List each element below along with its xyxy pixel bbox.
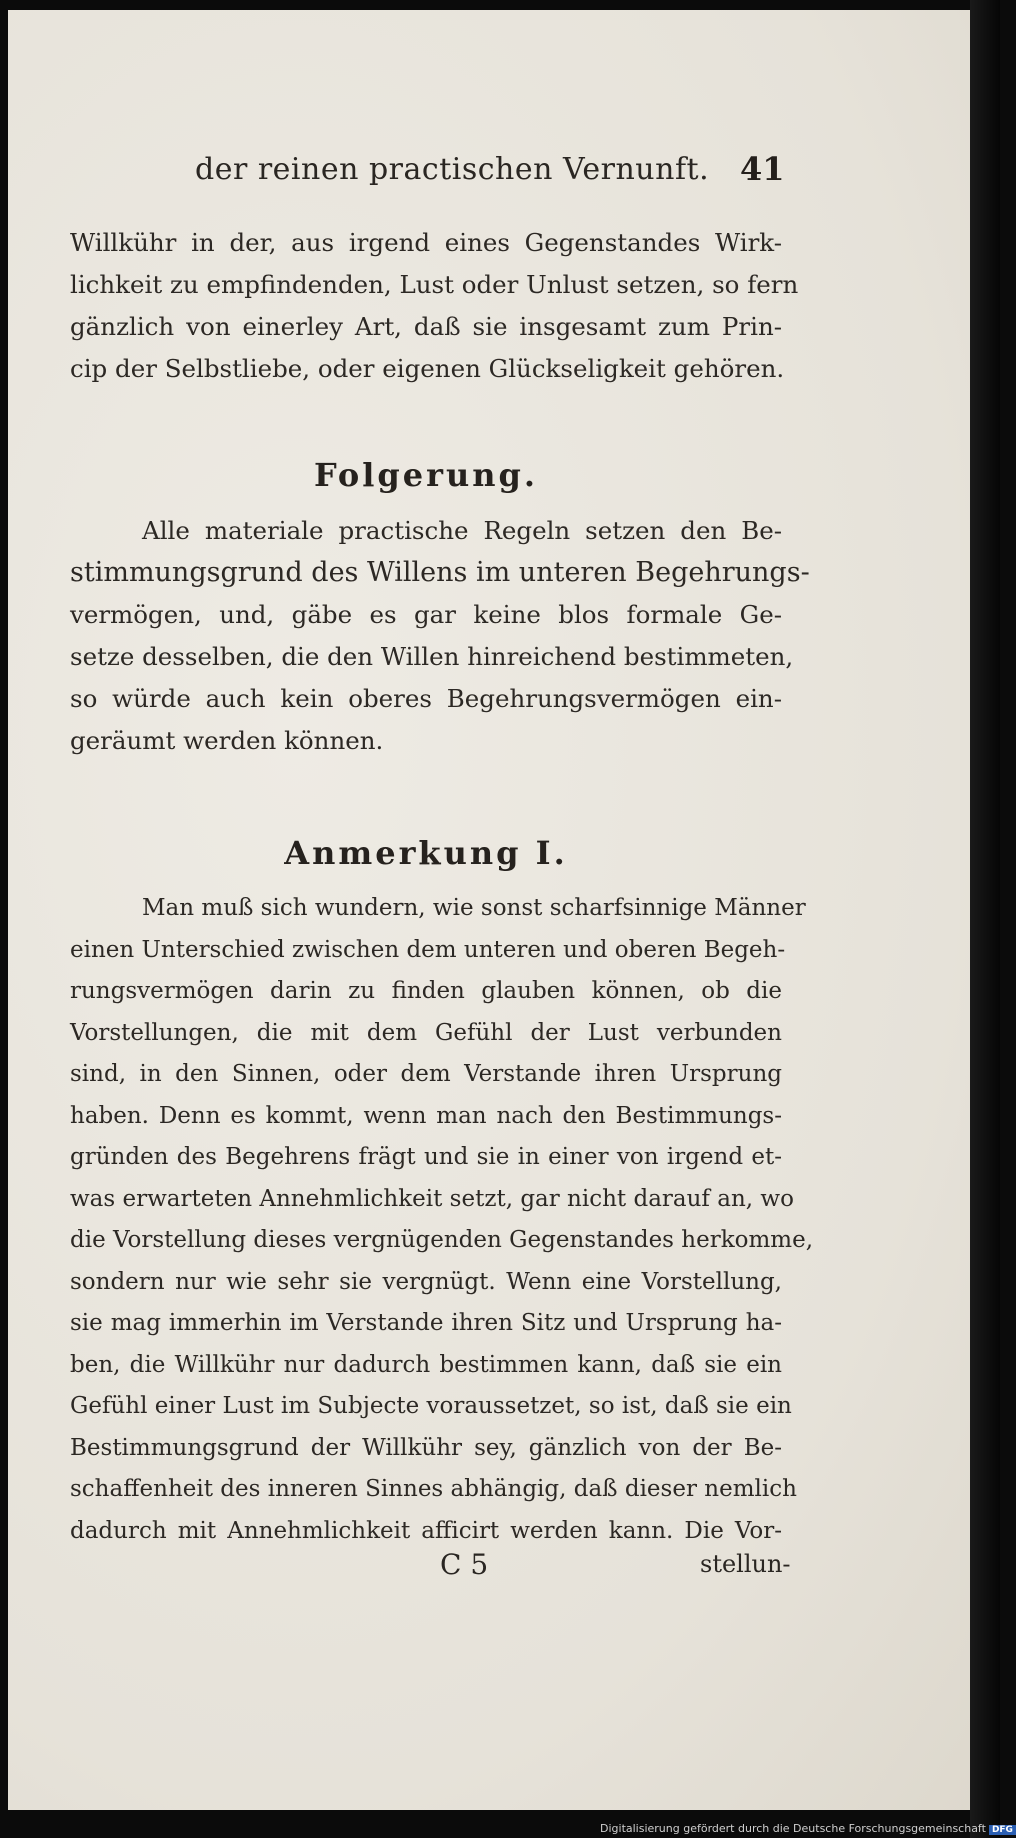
signature-mark: C 5 (440, 1548, 489, 1581)
section-heading: Anmerkung I. (284, 834, 568, 872)
text-line: Gefühl einer Lust im Subjecte voraussetzet, so ist, daß sie ein (70, 1393, 792, 1419)
text-line: lichkeit zu empfindenden, Lust oder Unlust setzen, so fern (70, 270, 799, 299)
digitization-credit (600, 1822, 1016, 1835)
text-line: Alle materiale practische Regeln setzen den Be- (142, 516, 782, 545)
text-line: haben. Denn es kommt, wenn man nach den Bestimmungs- (70, 1102, 782, 1129)
text-line: geräumt werden können. (70, 726, 384, 755)
text-line: setze desselben, die den Willen hinreichend bestimmeten, (70, 642, 794, 671)
text-line: was erwarteten Annehmlichkeit setzt, gar nicht darauf an, wo (70, 1185, 794, 1212)
dfg-logo: DFG (989, 1825, 1016, 1835)
text-line: Bestimmungsgrund der Willkühr sey, gänzlich von der Be- (70, 1434, 782, 1461)
text-line: sie mag immerhin im Verstande ihren Sitz und Ursprung ha- (70, 1310, 782, 1336)
text-line: sondern nur wie sehr sie vergnügt. Wenn eine Vorstellung, (70, 1268, 782, 1295)
section-heading: Folgerung. (313, 456, 539, 494)
text-line: gänzlich von einerley Art, daß sie insgesamt zum Prin- (70, 312, 782, 341)
text-line: einen Unterschied zwischen dem unteren und oberen Begeh- (70, 936, 786, 963)
text-line: Vorstellungen, die mit dem Gefühl der Lust verbunden (70, 1019, 782, 1046)
text-line: cip der Selbstliebe, oder eigenen Glückseligkeit gehören. (70, 354, 785, 383)
scan-edge (970, 0, 1000, 1838)
text-line: vermögen, und, gäbe es gar keine blos formale Ge- (70, 600, 782, 629)
section-anmerkung (70, 818, 814, 1552)
text-line: sind, in den Sinnen, oder dem Verstande ihren Ursprung (70, 1061, 782, 1087)
text-line: dadurch mit Annehmlichkeit afficirt werden kann. Die Vor- (70, 1517, 782, 1544)
running-title: der reinen practischen Vernunft. (195, 152, 710, 187)
paragraph-continued (70, 222, 799, 390)
section-folgerung (70, 440, 810, 762)
text-line: schaffenheit des inneren Sinnes abhängig, daß dieser nemlich (70, 1476, 797, 1502)
catchword: stellun- (700, 1550, 791, 1578)
text-line: stimmungsgrund des Willens im unteren Begehrungs- (70, 557, 810, 588)
text-line: Man muß sich wundern, wie sonst scharfsinnige Männer (142, 895, 806, 921)
text-line: die Vorstellung dieses vergnügenden Gegenstandes herkomme, (70, 1227, 814, 1253)
text-line: Willkühr in der, aus irgend eines Gegenstandes Wirk- (70, 228, 782, 257)
text-line: gründen des Begehrens frägt und sie in einer von irgend et- (70, 1144, 782, 1170)
credit-text: Digitalisierung gefördert durch die Deutsche Forschungsgemeinschaft (600, 1822, 986, 1835)
text-line: ben, die Willkühr nur dadurch bestimmen kann, daß sie ein (70, 1351, 782, 1378)
text-line: so würde auch kein oberes Begehrungsvermögen ein- (70, 684, 782, 713)
text-line: rungsvermögen darin zu finden glauben können, ob die (70, 978, 782, 1004)
page-number: 41 (740, 150, 785, 188)
